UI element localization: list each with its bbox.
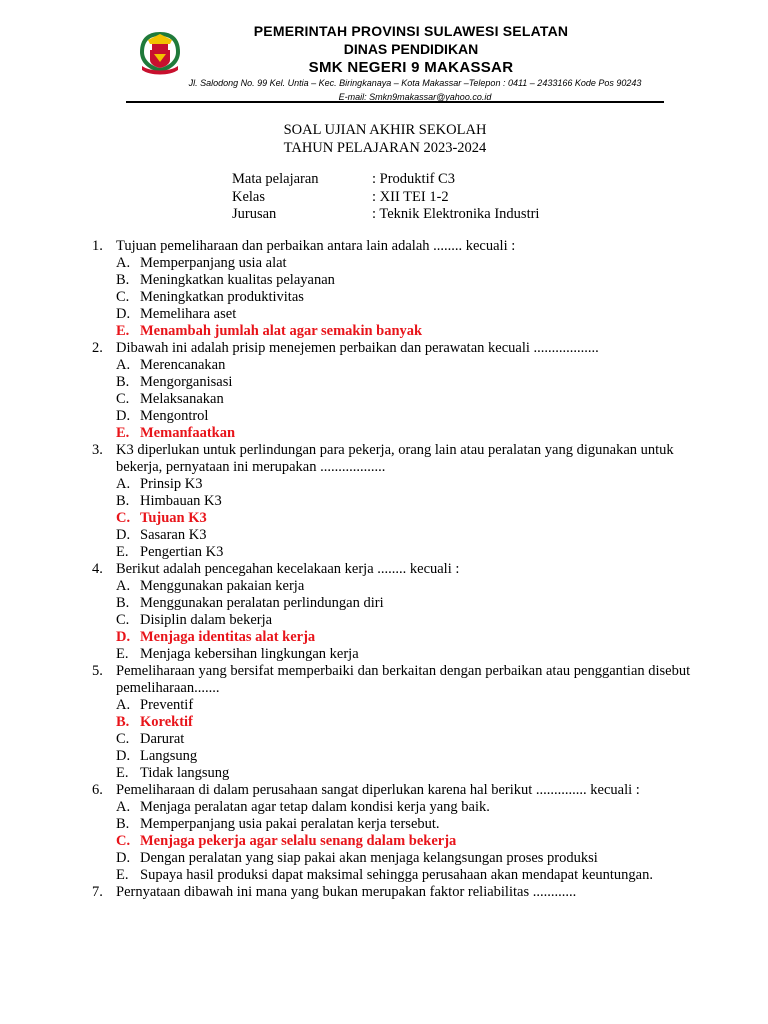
option-letter: A. bbox=[116, 476, 131, 492]
question-number: 7. bbox=[92, 884, 103, 900]
option-letter: E. bbox=[116, 646, 129, 662]
info-label: Mata pelajaran bbox=[232, 171, 319, 187]
option-letter: D. bbox=[116, 527, 131, 543]
info-value: : Produktif C3 bbox=[372, 171, 455, 187]
question-6 bbox=[92, 782, 692, 884]
exam-info bbox=[232, 171, 539, 224]
option-text: Menggunakan pakaian kerja bbox=[140, 578, 305, 594]
option-letter: D. bbox=[116, 306, 131, 322]
option-letter: E. bbox=[116, 867, 129, 883]
option-a bbox=[116, 799, 692, 816]
info-label: Jurusan bbox=[232, 206, 277, 222]
question-number: 1. bbox=[92, 238, 103, 254]
option-text: Menggunakan peralatan perlindungan diri bbox=[140, 595, 384, 611]
option-d bbox=[116, 850, 692, 867]
info-row-subject bbox=[232, 171, 539, 189]
question-number: 4. bbox=[92, 561, 103, 577]
option-e bbox=[116, 867, 692, 884]
option-d bbox=[116, 408, 692, 425]
option-text: Prinsip K3 bbox=[140, 476, 203, 492]
option-letter: A. bbox=[116, 578, 131, 594]
option-text: Meningkatkan kualitas pelayanan bbox=[140, 272, 335, 288]
option-letter: D. bbox=[116, 850, 131, 866]
question-7 bbox=[92, 884, 692, 901]
option-text: Korektif bbox=[140, 714, 193, 730]
option-b bbox=[116, 493, 692, 510]
info-row-major bbox=[232, 206, 539, 224]
letterhead-address: Jl. Salodong No. 99 Kel. Untia – Kec. Biringkanaya – Kota Makassar –Telepon : 0411 – 2433166 Kode Pos 90243 bbox=[188, 78, 642, 88]
option-text: Disiplin dalam bekerja bbox=[140, 612, 273, 628]
option-d bbox=[116, 306, 692, 323]
option-letter: C. bbox=[116, 289, 130, 305]
option-c bbox=[116, 391, 692, 408]
option-e bbox=[116, 646, 692, 663]
exam-title bbox=[170, 121, 600, 157]
option-letter: B. bbox=[116, 816, 130, 832]
option-text: Menjaga kebersihan lingkungan kerja bbox=[140, 646, 359, 662]
letterhead-divider bbox=[126, 101, 664, 103]
info-label: Kelas bbox=[232, 188, 266, 205]
option-text: Memanfaatkan bbox=[140, 425, 236, 441]
question-1 bbox=[92, 238, 692, 340]
option-letter: B. bbox=[116, 493, 130, 509]
option-text: Mengorganisasi bbox=[140, 374, 233, 390]
question-number: 2. bbox=[92, 340, 103, 356]
option-text: Sasaran K3 bbox=[140, 527, 207, 543]
letterhead-email: E-mail: Smkn9makassar@yahoo.co.id bbox=[338, 92, 492, 102]
info-value: : XII TEI 1-2 bbox=[372, 188, 449, 205]
letterhead-school: SMK NEGERI 9 MAKASSAR bbox=[308, 59, 514, 76]
option-letter: C. bbox=[116, 510, 131, 526]
option-a bbox=[116, 697, 692, 714]
option-text: Tidak langsung bbox=[140, 765, 230, 781]
option-text: Mengontrol bbox=[140, 408, 209, 424]
option-c-correct-answer bbox=[116, 833, 692, 850]
option-letter: B. bbox=[116, 374, 130, 390]
option-text: Memelihara aset bbox=[140, 306, 237, 322]
option-d bbox=[116, 527, 692, 544]
option-letter: E. bbox=[116, 425, 130, 441]
option-letter: B. bbox=[116, 272, 130, 288]
option-b bbox=[116, 272, 692, 289]
option-letter: A. bbox=[116, 255, 131, 271]
option-letter: D. bbox=[116, 408, 131, 424]
option-d bbox=[116, 748, 692, 765]
option-letter: B. bbox=[116, 595, 130, 611]
option-text: Menjaga pekerja agar selalu senang dalam bekerja bbox=[140, 833, 457, 849]
option-letter: C. bbox=[116, 391, 130, 407]
info-value: : Teknik Elektronika Industri bbox=[372, 206, 540, 222]
option-text: Tujuan K3 bbox=[140, 510, 207, 526]
option-c bbox=[116, 612, 692, 629]
question-4 bbox=[92, 561, 692, 663]
question-3 bbox=[92, 442, 692, 561]
option-letter: D. bbox=[116, 748, 131, 764]
option-letter: E. bbox=[116, 323, 130, 339]
option-text: Menjaga peralatan agar tetap dalam kondisi kerja yang baik. bbox=[140, 799, 490, 815]
option-letter: A. bbox=[116, 697, 131, 713]
letterhead-contact bbox=[170, 76, 660, 104]
option-text: Menambah jumlah alat agar semakin banyak bbox=[140, 323, 423, 339]
exam-title-line2: TAHUN PELAJARAN 2023-2024 bbox=[283, 140, 487, 156]
option-letter: E. bbox=[116, 765, 129, 781]
option-c bbox=[116, 731, 692, 748]
option-text: Pengertian K3 bbox=[140, 544, 224, 560]
info-row-class bbox=[232, 189, 539, 207]
option-a bbox=[116, 476, 692, 493]
question-5 bbox=[92, 663, 692, 782]
option-text: Meningkatkan produktivitas bbox=[140, 289, 304, 305]
option-e-correct-answer bbox=[116, 425, 692, 442]
option-b bbox=[116, 816, 692, 833]
letterhead-department: DINAS PENDIDIKAN bbox=[343, 41, 479, 57]
question-number: 6. bbox=[92, 782, 103, 798]
option-a bbox=[116, 578, 692, 595]
option-letter: B. bbox=[116, 714, 130, 730]
option-text: Preventif bbox=[140, 697, 194, 713]
option-e bbox=[116, 765, 692, 782]
question-text: Berikut adalah pencegahan kecelakaan kerja ........ kecuali : bbox=[116, 561, 460, 577]
option-letter: E. bbox=[116, 544, 129, 560]
letterhead bbox=[176, 22, 646, 77]
question-text: Tujuan pemeliharaan dan perbaikan antara lain adalah ........ kecuali : bbox=[116, 238, 516, 254]
option-e-correct-answer bbox=[116, 323, 692, 340]
option-text: Menjaga identitas alat kerja bbox=[140, 629, 316, 645]
option-letter: A. bbox=[116, 799, 131, 815]
option-letter: A. bbox=[116, 357, 131, 373]
letterhead-government: PEMERINTAH PROVINSI SULAWESI SELATAN bbox=[253, 23, 569, 39]
exam-title-line1: SOAL UJIAN AKHIR SEKOLAH bbox=[283, 122, 487, 138]
option-text: Melaksanakan bbox=[140, 391, 224, 407]
option-a bbox=[116, 357, 692, 374]
option-b bbox=[116, 595, 692, 612]
option-c-correct-answer bbox=[116, 510, 692, 527]
question-text: Pemeliharaan di dalam perusahaan sangat diperlukan karena hal berikut .............. kecuali : bbox=[116, 782, 640, 798]
option-b-correct-answer bbox=[116, 714, 692, 731]
option-a bbox=[116, 255, 692, 272]
option-text: Memperpanjang usia alat bbox=[140, 255, 287, 271]
option-d-correct-answer bbox=[116, 629, 692, 646]
option-text: Merencanakan bbox=[140, 357, 226, 373]
option-letter: D. bbox=[116, 629, 131, 645]
option-text: Darurat bbox=[140, 731, 185, 747]
question-number: 3. bbox=[92, 442, 103, 458]
option-text: Langsung bbox=[140, 748, 198, 764]
option-letter: C. bbox=[116, 833, 131, 849]
question-text: K3 diperlukan untuk perlindungan para pekerja, orang lain atau peralatan yang digunakan untuk bekerja, pernyataan ini merupakan .................. bbox=[116, 442, 674, 475]
question-number: 5. bbox=[92, 663, 103, 679]
option-letter: C. bbox=[116, 731, 130, 747]
option-text: Supaya hasil produksi dapat maksimal sehingga perusahaan akan mendapat keuntungan. bbox=[140, 867, 653, 883]
question-text: Pernyataan dibawah ini mana yang bukan merupakan faktor reliabilitas ............ bbox=[116, 884, 577, 900]
question-text: Pemeliharaan yang bersifat memperbaiki dan berkaitan dengan perbaikan atau penggantian disebut pemeliharaan....... bbox=[116, 663, 691, 696]
option-text: Dengan peralatan yang siap pakai akan menjaga kelangsungan proses produksi bbox=[140, 850, 598, 866]
question-text: Dibawah ini adalah prisip menejemen perbaikan dan perawatan kecuali .................. bbox=[116, 340, 599, 356]
option-text: Memperpanjang usia pakai peralatan kerja tersebut. bbox=[140, 816, 440, 832]
option-e bbox=[116, 544, 692, 561]
question-list bbox=[92, 238, 692, 901]
option-c bbox=[116, 289, 692, 306]
option-b bbox=[116, 374, 692, 391]
option-text: Himbauan K3 bbox=[140, 493, 222, 509]
option-letter: C. bbox=[116, 612, 130, 628]
question-2 bbox=[92, 340, 692, 442]
